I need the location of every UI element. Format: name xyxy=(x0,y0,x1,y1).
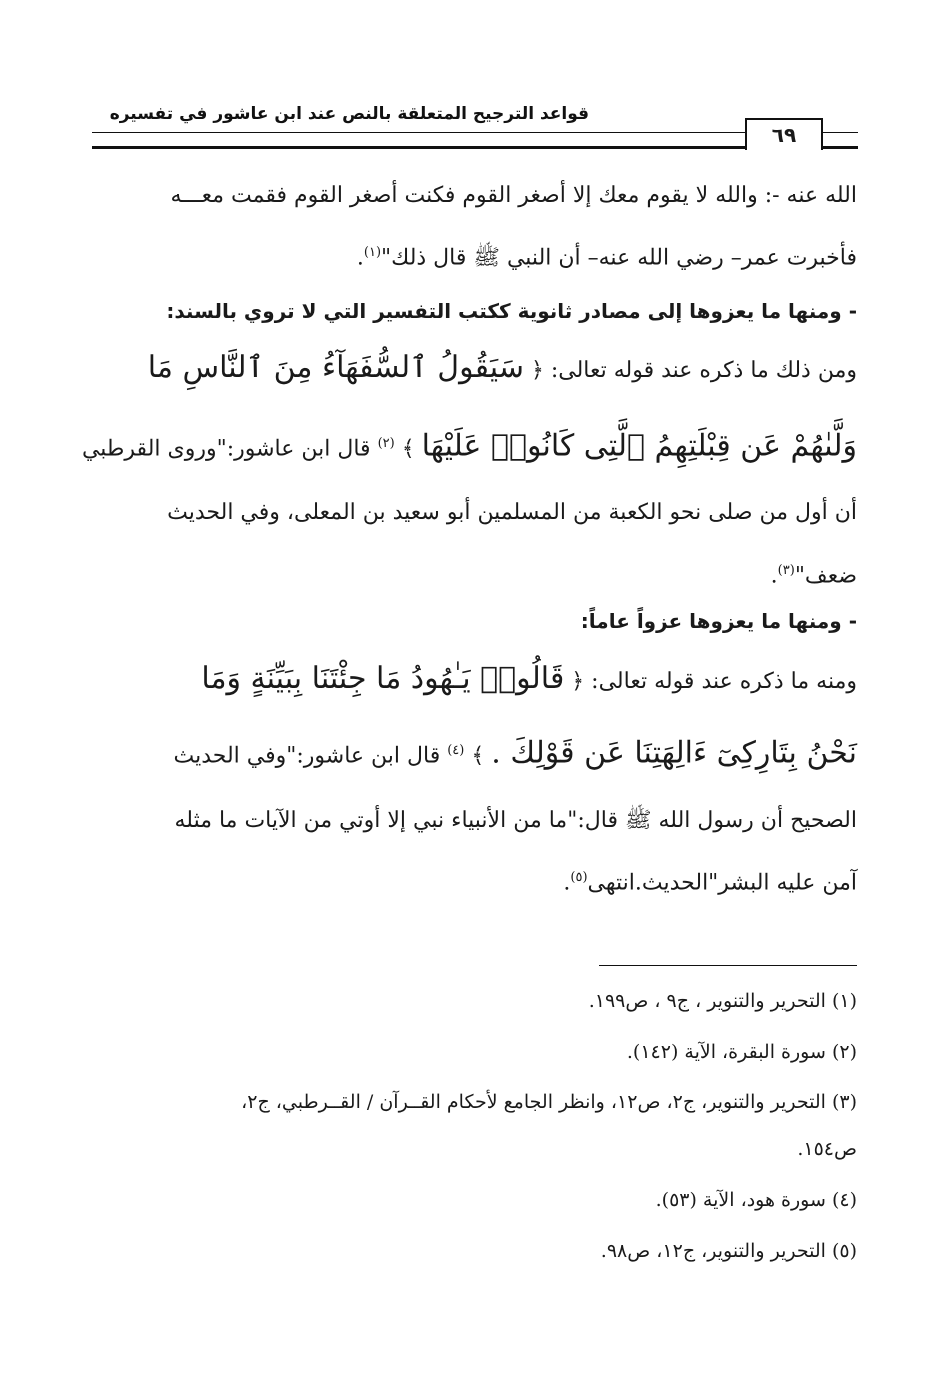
text-line-8 xyxy=(91,735,857,772)
text-line-6 xyxy=(91,555,857,592)
footnote-4: (٤) سورة هود، الآية (٥٣). xyxy=(655,1189,857,1211)
footnote-3: (٣) التحرير والتنوير، ج٢، ص١٢، وانظر الجامع لأحكام القــرآن / القــرطبي، ج٢، xyxy=(241,1091,857,1113)
text-line-3-body: ومن ذلك ما ذكره عند قوله تعالى: ﴿ xyxy=(530,358,857,383)
text-line-10-end: . xyxy=(563,870,571,896)
text-line-6-end: . xyxy=(770,563,778,589)
text-line-2-body: فأخبرت عمر– رضي الله عنه– أن النبي ﷺ قال ذلك" xyxy=(381,245,857,271)
text-line-10-body: آمن عليه البشر"الحديث.انتهى xyxy=(587,870,857,896)
footnote-3-continuation: ص١٥٤. xyxy=(797,1138,857,1160)
page-number: ٦٩ xyxy=(745,118,823,150)
text-line-10 xyxy=(91,862,857,899)
footnote-ref-2: (٢) xyxy=(377,436,395,451)
text-line-4-body: قال ابن عاشور:"وروى القرطبي xyxy=(81,436,371,462)
footnote-5: (٥) التحرير والتنوير، ج١٢، ص٩٨. xyxy=(600,1240,857,1262)
text-line-1: الله عنه -: والله لا يقوم معك إلا أصغر القوم فكنت أصغر القوم فقمت معـــه xyxy=(170,183,857,208)
text-line-3 xyxy=(91,352,857,387)
quran-verse-1b: وَلَّىٰهُمْ عَن قِبْلَتِهِمُ ٱلَّتِى كَانُوا۟ عَلَيْهَا xyxy=(421,428,857,464)
text-line-2-end: . xyxy=(356,245,364,271)
text-line-5: أن أول من صلى نحو الكعبة من المسلمين أبو سعيد بن المعلى، وفي الحديث xyxy=(167,500,857,525)
footnote-2: (٢) سورة البقرة، الآية (١٤٢). xyxy=(626,1041,857,1063)
main-text xyxy=(81,0,857,960)
bullet-heading-2: - ومنها ما يعزوها عزواً عاماً: xyxy=(580,609,857,633)
text-line-8-body: قال ابن عاشور:"وفي الحديث xyxy=(173,743,441,769)
bullet-heading-1: - ومنها ما يعزوها إلى مصادر ثانوية ككتب التفسير التي لا تروي بالسند: xyxy=(166,299,857,323)
quran-verse-1a: سَيَقُولُ ٱلسُّفَهَآءُ مِنَ ٱلنَّاسِ مَا xyxy=(147,350,524,385)
footnote-ref-3: (٣) xyxy=(777,563,795,578)
text-line-9: الصحيح أن رسول الله ﷺ قال:"ما من الأنبياء نبي إلا أوتي من الآيات ما مثله xyxy=(174,808,857,833)
footnote-ref-5: (٥) xyxy=(570,870,588,885)
footnote-ref-1: (١) xyxy=(363,245,382,260)
text-line-2 xyxy=(91,237,857,274)
text-line-4 xyxy=(81,428,857,465)
text-line-6-body: ضعف" xyxy=(794,563,857,589)
quran-verse-2b: نَحْنُ بِتَارِكِىٓ ءَالِهَتِنَا عَن قَوْلِكَ . xyxy=(491,735,857,771)
text-line-7 xyxy=(91,663,857,698)
footnote-1: (١) التحرير والتنوير ، ج٩ ، ص١٩٩. xyxy=(588,990,857,1012)
footnote-ref-4: (٤) xyxy=(447,743,465,758)
footnote-separator xyxy=(599,965,857,966)
quran-close-bracket-1: ﴾ xyxy=(401,436,415,462)
running-header-title: قواعد الترجيح المتعلقة بالنص عند ابن عاشور في تفسيره xyxy=(109,104,589,124)
quran-verse-2a: قَالُوا۟ يَـٰهُودُ مَا جِئْتَنَا بِبَيِّنَةٍ وَمَا xyxy=(201,661,565,696)
quran-close-bracket-2: ﴾ xyxy=(471,743,485,769)
text-line-7-body: ومنه ما ذكره عند قوله تعالى: ﴿ xyxy=(571,669,857,694)
